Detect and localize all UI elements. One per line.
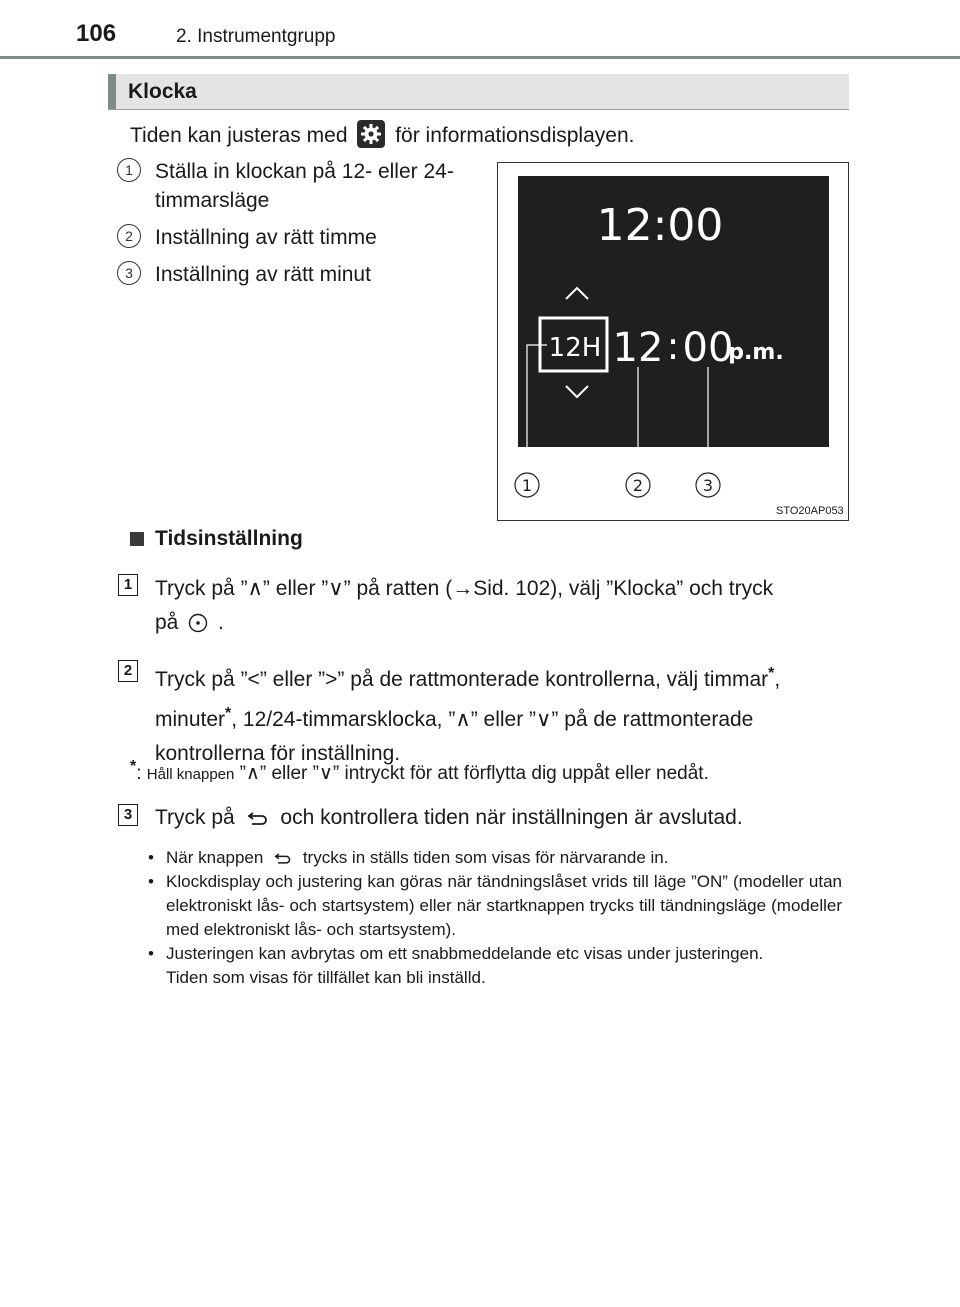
footnote-colon: : <box>136 763 142 784</box>
section-rule <box>108 109 849 110</box>
step-fragment: minuter <box>155 708 226 731</box>
leader-line-1 <box>527 345 547 473</box>
item-number: 2 <box>117 224 141 248</box>
section-title: Klocka <box>128 80 197 103</box>
list-item: Inställning av rätt minut <box>155 263 371 286</box>
step-2-text <box>155 657 843 771</box>
chevron-down-icon <box>566 386 588 397</box>
step-line: Tryck på ”∧” eller ”∨” på ratten (→Sid. 102), välj ”Klocka” och tryck <box>155 577 774 600</box>
return-icon <box>274 847 292 859</box>
step-line <box>155 657 843 697</box>
step-number: 2 <box>118 660 138 682</box>
note-extra: Tiden som visas för tillfället kan bli inställd. <box>166 968 486 987</box>
step-number: 3 <box>118 804 138 826</box>
item-line: Ställa in klockan på 12- eller 24- <box>155 160 454 183</box>
note-fragment: När knappen <box>166 848 264 867</box>
list-item <box>155 157 454 215</box>
minute-value: 00 <box>682 325 734 371</box>
step-fragment: Tryck på ”<” eller ”>” på de rattmonterade kontrollerna, välj timmar <box>155 668 769 691</box>
footnote <box>130 758 709 785</box>
list-item: • Klockdisplay och justering kan göras när tändningslåset vrids till läge ”ON” (modeller utan elektroniskt lås- och startsystem) eller när startknappen trycks till tändningsläge (modeller med elektroniskt lås- och startsystem). <box>148 870 842 942</box>
ok-button-icon <box>188 610 208 630</box>
step-fragment: på <box>155 611 179 634</box>
section-header <box>108 74 849 110</box>
subsection-marker <box>130 532 144 546</box>
footnote-rest: ”∧” eller ”∨” intryckt för att förflytta dig uppåt eller nedåt. <box>239 763 709 784</box>
callout-label: 2 <box>632 476 644 495</box>
item-number: 3 <box>117 261 141 285</box>
step-1-text <box>155 572 843 640</box>
note-fragment: Justeringen kan avbrytas om ett snabbmeddelande etc visas under justeringen. <box>166 944 764 963</box>
intro-text <box>130 120 634 148</box>
step-fragment: , 12/24-timmarsklocka, ”∧” eller ”∨” på de rattmonterade <box>231 708 754 731</box>
item-number: 1 <box>117 158 141 182</box>
figure-code: STO20AP053 <box>776 505 844 517</box>
callout-label: 1 <box>521 476 533 495</box>
item-line: timmarsläge <box>155 189 270 212</box>
callout-label: 3 <box>702 476 714 495</box>
footnote-star: * <box>130 758 137 775</box>
return-icon <box>247 802 269 816</box>
display-time: 12:00 <box>596 200 724 251</box>
step-number: 1 <box>118 574 138 596</box>
subsection-title: Tidsinställning <box>155 527 303 550</box>
list-item <box>148 846 842 870</box>
intro-after: för informationsdisplayen. <box>395 124 635 147</box>
chapter-title: 2. Instrumentgrupp <box>176 26 336 47</box>
gear-icon <box>357 120 385 148</box>
hour-value: 12 <box>612 325 664 371</box>
footnote-star: * <box>768 665 775 682</box>
step-fragment: . <box>218 611 224 634</box>
chevron-up-icon <box>566 288 588 299</box>
step-fragment: och kontrollera tiden när inställningen är avslutad. <box>280 806 743 829</box>
intro-before: Tiden kan justeras med <box>130 124 348 147</box>
clock-illustration <box>497 162 849 521</box>
footnote-small: Håll knappen <box>146 766 235 783</box>
footnote-star: * <box>225 705 232 722</box>
step-line: kontrollerna för inställning. <box>155 742 401 765</box>
header-rule <box>0 56 960 59</box>
step-fragment: , <box>774 668 781 691</box>
step-fragment: Tryck på <box>155 806 235 829</box>
step-line <box>155 606 843 640</box>
ampm-label: p.m. <box>728 340 784 365</box>
list-item: Inställning av rätt timme <box>155 226 377 249</box>
step-line <box>155 697 843 737</box>
notes-list <box>148 846 842 990</box>
step-3-text <box>155 801 843 835</box>
section-accent <box>108 74 116 110</box>
mode-label: 12H <box>548 333 602 363</box>
time-colon: : <box>666 324 680 368</box>
note-fragment: trycks in ställs tiden som visas för närvarande in. <box>302 848 669 867</box>
page-number: 106 <box>76 20 117 47</box>
list-item <box>148 942 842 990</box>
